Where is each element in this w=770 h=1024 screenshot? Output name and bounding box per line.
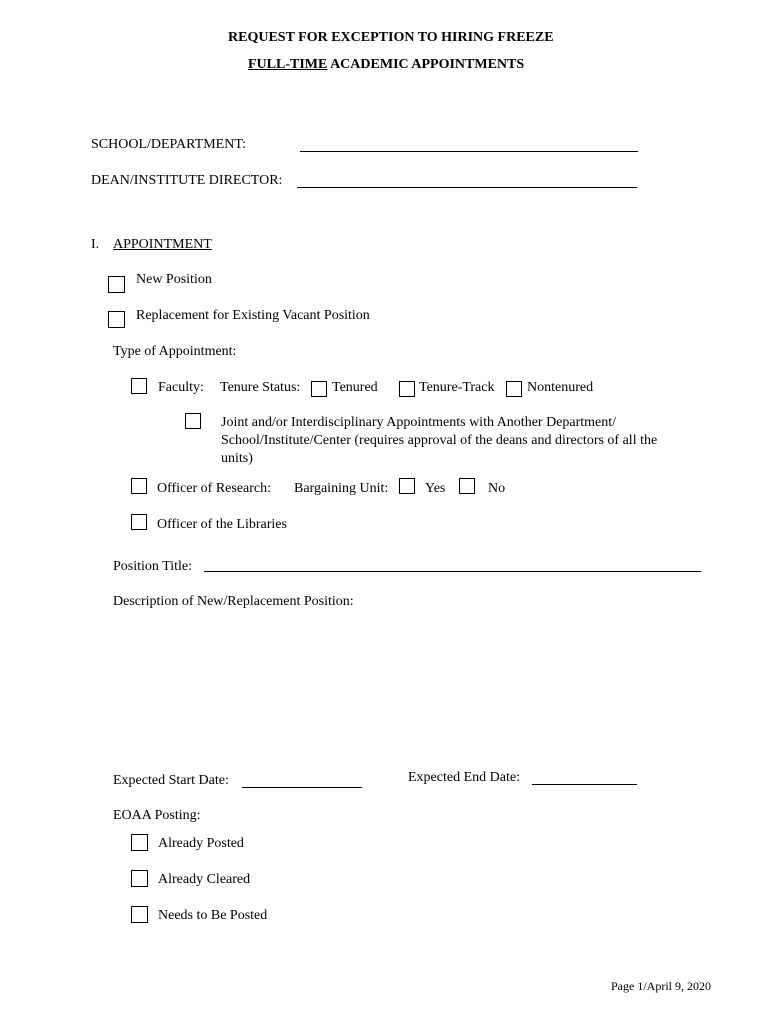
- joint-appointment-checkbox[interactable]: [185, 413, 201, 429]
- form-subtitle: [248, 57, 524, 73]
- nontenured-checkbox[interactable]: [506, 381, 522, 397]
- officer-libraries-checkbox[interactable]: [131, 514, 147, 530]
- bargaining-yes-checkbox[interactable]: [399, 478, 415, 494]
- already-cleared-checkbox[interactable]: [131, 870, 148, 887]
- already-posted-label: Already Posted: [158, 836, 244, 851]
- subtitle-underlined: FULL-TIME: [248, 57, 328, 72]
- section-heading: APPOINTMENT: [113, 237, 212, 252]
- officer-research-checkbox[interactable]: [131, 478, 147, 494]
- bargaining-unit-label: Bargaining Unit:: [294, 481, 389, 496]
- eoaa-posting-label: EOAA Posting:: [113, 808, 201, 823]
- tenured-checkbox[interactable]: [311, 381, 327, 397]
- replacement-label: Replacement for Existing Vacant Position: [136, 308, 370, 323]
- type-of-appointment-label: Type of Appointment:: [113, 344, 237, 359]
- school-department-label: SCHOOL/DEPARTMENT:: [91, 137, 247, 152]
- joint-appointment-label: Joint and/or Interdisciplinary Appointments with Another Department/ School/Institute/Center (requires approval of the deans and directors of all the units): [221, 415, 658, 466]
- new-position-checkbox[interactable]: [108, 276, 125, 293]
- page-footer: Page 1/April 9, 2020: [611, 979, 711, 993]
- end-date-label: Expected End Date:: [408, 770, 520, 785]
- form-title: REQUEST FOR EXCEPTION TO HIRING FREEZE: [228, 30, 554, 45]
- tenure-track-label: Tenure-Track: [419, 380, 495, 395]
- dean-director-label: DEAN/INSTITUTE DIRECTOR:: [91, 173, 283, 188]
- tenure-track-checkbox[interactable]: [399, 381, 415, 397]
- already-cleared-label: Already Cleared: [158, 872, 251, 887]
- new-position-label: New Position: [136, 272, 212, 287]
- tenure-status-label: Tenure Status:: [220, 380, 301, 395]
- replacement-checkbox[interactable]: [108, 311, 125, 328]
- dean-director-field[interactable]: [297, 187, 637, 188]
- bargaining-no-label: No: [488, 481, 506, 496]
- needs-posted-checkbox[interactable]: [131, 906, 148, 923]
- bargaining-yes-label: Yes: [425, 481, 446, 496]
- officer-research-label: Officer of Research:: [157, 481, 272, 496]
- section-number: I.: [91, 237, 100, 252]
- tenured-label: Tenured: [332, 380, 378, 395]
- bargaining-no-checkbox[interactable]: [459, 478, 475, 494]
- faculty-label: Faculty:: [158, 380, 204, 395]
- start-date-field[interactable]: [242, 787, 362, 788]
- faculty-checkbox[interactable]: [131, 378, 147, 394]
- needs-posted-label: Needs to Be Posted: [158, 908, 268, 923]
- position-title-label: Position Title:: [113, 559, 192, 574]
- end-date-field[interactable]: [532, 784, 637, 785]
- nontenured-label: Nontenured: [527, 380, 594, 395]
- start-date-label: Expected Start Date:: [113, 773, 229, 788]
- officer-libraries-label: Officer of the Libraries: [157, 517, 287, 532]
- already-posted-checkbox[interactable]: [131, 834, 148, 851]
- description-label: Description of New/Replacement Position:: [113, 594, 354, 609]
- school-department-field[interactable]: [300, 151, 638, 152]
- position-title-field[interactable]: [204, 571, 701, 572]
- subtitle-rest: ACADEMIC APPOINTMENTS: [327, 57, 525, 72]
